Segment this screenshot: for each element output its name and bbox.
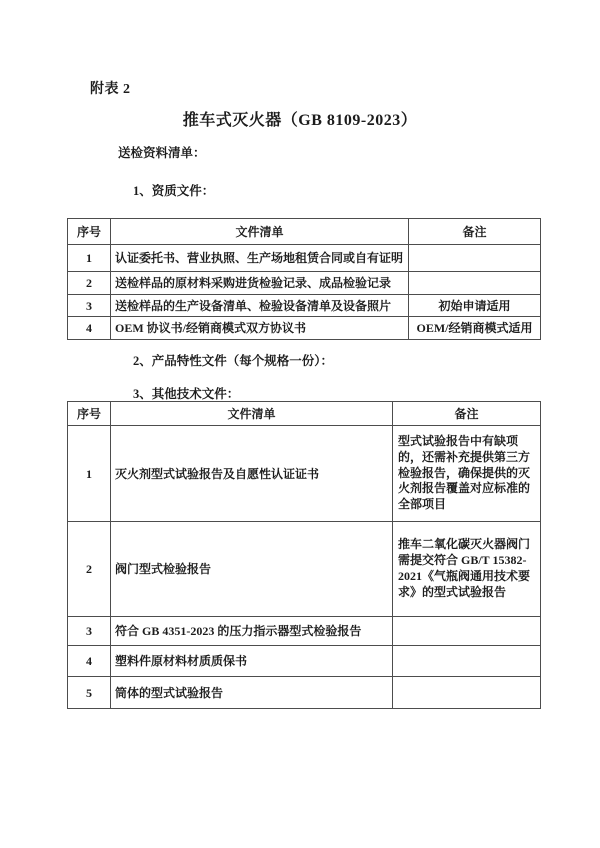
remark-cell [393, 617, 541, 646]
table-row [68, 272, 541, 295]
document-cell: 符合 GB 4351-2023 的压力指示器型式检验报告 [111, 617, 393, 646]
table-row [68, 295, 541, 317]
remark-cell: 型式试验报告中有缺项的，还需补充提供第三方检验报告，确保提供的灭火剂报告覆盖对应标准的全部项目 [393, 426, 541, 522]
row-number-cell: 4 [68, 646, 111, 677]
row-number-cell: 4 [68, 317, 111, 340]
page-title: 推车式灭火器（GB 8109-2023） [182, 112, 418, 129]
remark-cell: OEM/经销商模式适用 [409, 317, 541, 340]
document-cell: 送检样品的生产设备清单、检验设备清单及设备照片 [111, 295, 409, 317]
document-cell: 阀门型式检验报告 [111, 522, 393, 617]
table-row [68, 646, 541, 677]
table-row [68, 677, 541, 709]
remark-cell: 推车二氧化碳灭火器阀门需提交符合 GB/T 15382-2021《气瓶阀通用技术要求》的型式试验报告 [393, 522, 541, 617]
row-number-cell: 3 [68, 617, 111, 646]
row-number-cell: 2 [68, 272, 111, 295]
qualification-documents-table [67, 218, 541, 340]
table-row [68, 522, 541, 617]
submission-list-heading: 送检资料清单： [118, 146, 206, 160]
row-number-cell: 2 [68, 522, 111, 617]
section-label-product-characteristic-documents: 2、产品特性文件（每个规格一份）： [133, 354, 334, 368]
document-cell: OEM 协议书/经销商模式双方协议书 [111, 317, 409, 340]
document-cell: 认证委托书、营业执照、生产场地租赁合同或自有证明 [111, 245, 409, 272]
column-header-remark: 备注 [393, 402, 541, 426]
table-row [68, 317, 541, 340]
remark-cell [393, 677, 541, 709]
row-number-cell: 3 [68, 295, 111, 317]
table-header-row [68, 219, 541, 245]
column-header-document-list: 文件清单 [111, 402, 393, 426]
document-cell: 灭火剂型式试验报告及自愿性认证证书 [111, 426, 393, 522]
row-number-cell: 5 [68, 677, 111, 709]
section-label-qualification-documents: 1、资质文件： [133, 184, 215, 198]
document-cell: 筒体的型式试验报告 [111, 677, 393, 709]
column-header-number: 序号 [68, 402, 111, 426]
document-cell: 送检样品的原材料采购进货检验记录、成品检验记录 [111, 272, 409, 295]
remark-cell: 初始申请适用 [409, 295, 541, 317]
row-number-cell: 1 [68, 245, 111, 272]
appendix-label: 附表 2 [90, 82, 131, 97]
remark-cell [393, 646, 541, 677]
column-header-remark: 备注 [409, 219, 541, 245]
section-label-other-technical-documents: 3、其他技术文件： [133, 387, 240, 401]
table-row [68, 245, 541, 272]
column-header-number: 序号 [68, 219, 111, 245]
table-row [68, 426, 541, 522]
row-number-cell: 1 [68, 426, 111, 522]
column-header-document-list: 文件清单 [111, 219, 409, 245]
document-cell: 塑料件原材料材质质保书 [111, 646, 393, 677]
remark-cell [409, 245, 541, 272]
remark-cell [409, 272, 541, 295]
other-technical-documents-table [67, 401, 541, 709]
table-row [68, 617, 541, 646]
table-header-row [68, 402, 541, 426]
